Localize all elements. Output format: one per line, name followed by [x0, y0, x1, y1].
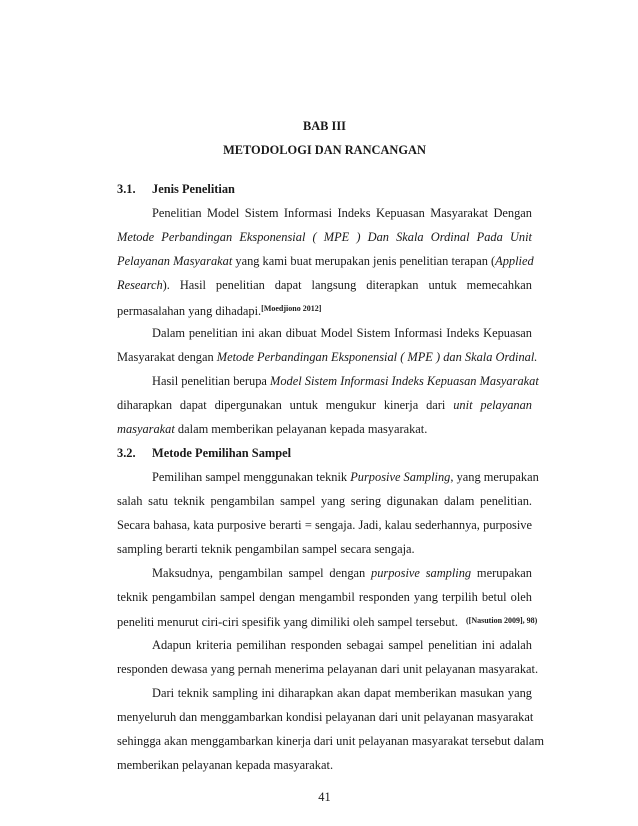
paragraph-line: teknik pengambilan sampel dengan mengambil responden yang terpilih betul oleh: [117, 590, 532, 604]
paragraph-line: masyarakat dalam memberikan pelayanan kepada masyarakat.: [117, 422, 428, 436]
page-number: 41: [318, 790, 331, 804]
paragraph-line: Dalam penelitian ini akan dibuat Model Sistem Informasi Indeks Kepuasan: [152, 326, 532, 340]
paragraph-line: sehingga akan menggambarkan kinerja dari unit pelayanan masyarakat tersebut dalam: [117, 734, 544, 748]
citation: [Moedjiono 2012]: [261, 304, 322, 313]
paragraph-line: peneliti menurut ciri-ciri spesifik yang dimiliki oleh sampel tersebut. $^{([Nasution 2009], 98)}$: [117, 615, 538, 629]
paragraph-line: Research). Hasil penelitian dapat langsung diterapkan untuk memecahkan: [117, 278, 532, 292]
citation: ([Nasution 2009], 98): [466, 616, 538, 625]
paragraph-line: responden dewasa yang pernah menerima pelayanan dari unit pelayanan masyarakat.: [117, 662, 539, 676]
paragraph-line: Secara bahasa, kata purposive berarti = sengaja. Jadi, kalau sederhannya, purposive: [117, 518, 532, 532]
paragraph-line: diharapkan dapat dipergunakan untuk mengukur kinerja dari unit pelayanan: [117, 398, 532, 412]
paragraph-line: Hasil penelitian berupa Model Sistem Informasi Indeks Kepuasan Masyarakat: [152, 374, 539, 388]
paragraph-line: Masyarakat dengan Metode Perbandingan Eksponensial ( MPE ) dan Skala Ordinal.: [117, 350, 538, 364]
section-heading: Metode Pemilihan Sampel: [152, 446, 292, 460]
section-heading: Jenis Penelitian: [152, 182, 235, 196]
section-number: 3.2.: [117, 446, 136, 460]
paragraph-line: salah satu teknik pengambilan sampel yang sering digunakan dalam penelitian.: [117, 494, 532, 508]
chapter-title: METODOLOGI DAN RANCANGAN: [223, 143, 426, 157]
section-number: 3.1.: [117, 182, 136, 196]
chapter-label: BAB III: [302, 119, 347, 133]
paragraph-line: Penelitian Model Sistem Informasi Indeks Kepuasan Masyarakat Dengan: [152, 206, 532, 220]
paragraph-line: permasalahan yang dihadapi.[Moedjiono 2012]: [117, 304, 322, 318]
paragraph-line: Metode Perbandingan Eksponensial ( MPE ) Dan Skala Ordinal Pada Unit: [117, 230, 532, 244]
paragraph-line: Pemilihan sampel menggunakan teknik Purposive Sampling, yang merupakan: [152, 470, 539, 484]
paragraph-line: sampling berarti teknik pengambilan sampel secara sengaja.: [117, 542, 415, 556]
paragraph-line: Dari teknik sampling ini diharapkan akan dapat memberikan masukan yang: [152, 686, 532, 700]
paragraph-line: Adapun kriteria pemilihan responden sebagai sampel penelitian ini adalah: [152, 638, 532, 652]
paragraph-line: memberikan pelayanan kepada masyarakat.: [117, 758, 334, 772]
paragraph-line: Maksudnya, pengambilan sampel dengan purposive sampling merupakan: [152, 566, 532, 580]
paragraph-line: menyeluruh dan menggambarkan kondisi pelayanan dari unit pelayanan masyarakat: [117, 710, 534, 724]
paragraph-line: Pelayanan Masyarakat yang kami buat merupakan jenis penelitian terapan (Applied: [117, 254, 534, 268]
